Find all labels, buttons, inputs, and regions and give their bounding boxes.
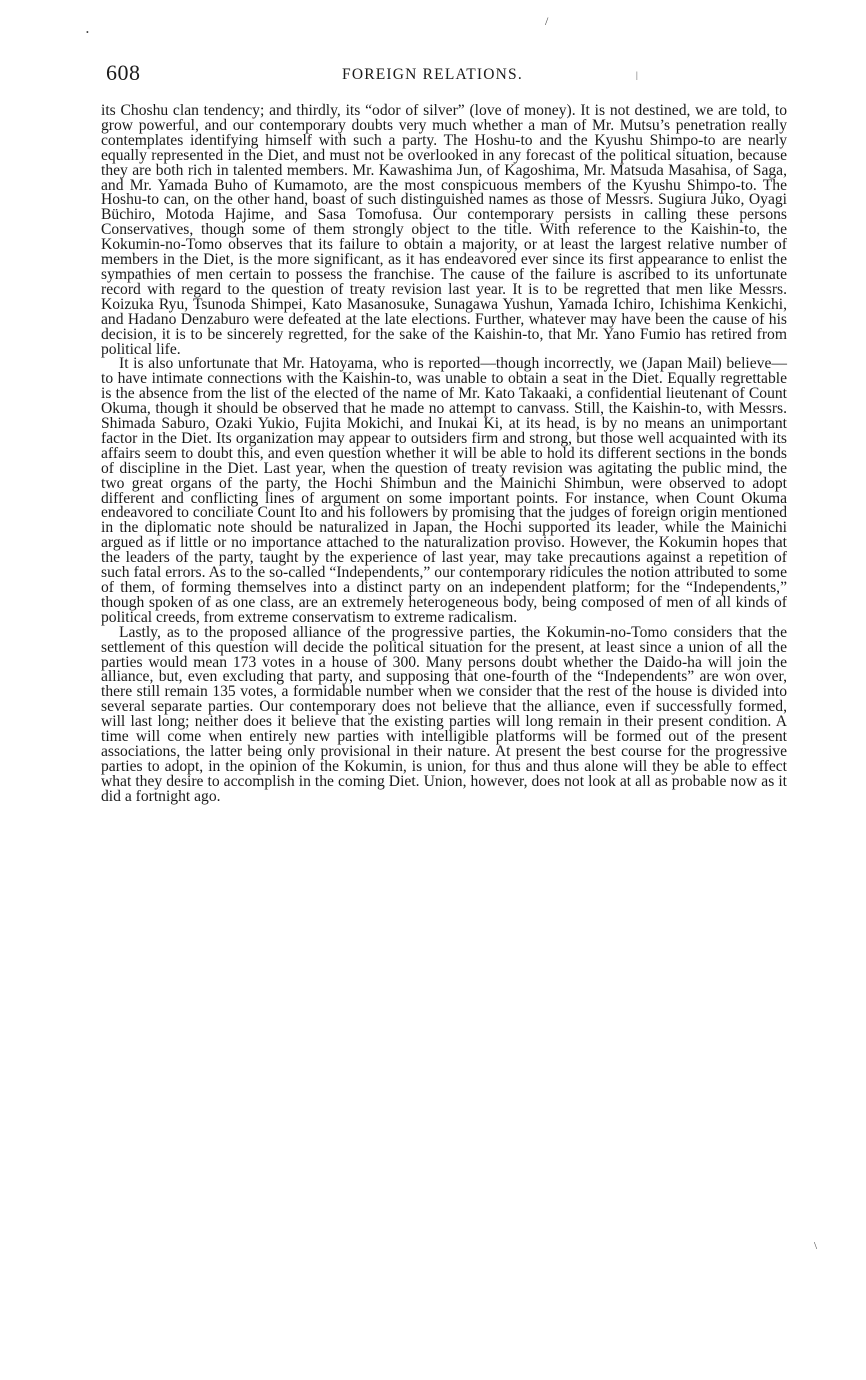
paragraph: Lastly, as to the proposed alliance of the progressive parties, the Kokumin-no-Tomo considers that the settlement of this question will decide the political situation for the present, at least since a union of all the parties would mean 173 votes in a house of 300. Many persons doubt whether the Daido-ha will join the alliance, but, even excluding that party, and supposing that one-fourth of the “Independents” are won over, there still remain 135 votes, a formidable number when we consider that the rest of the house is divided into several separate parties. Our contemporary does not believe that the alliance, even if successfully formed, will last long; neither does it believe that the existing parties will long remain in their present condition. A time will come when entirely new parties with intelligible platforms will be formed out of the present associations, the latter being only provisional in their nature. At present the best course for the progressive parties to adopt, in the opinion of the Kokumin, is union, for thus and thus alone will they be able to effect what they desire to accomplish in the coming Diet. Union, however, does not look at all as probable now as it did a fortnight ago. — [101, 623, 787, 805]
scan-mark: • — [86, 28, 89, 37]
scan-mark: | — [636, 70, 638, 80]
paragraph: It is also unfortunate that Mr. Hatoyama, who is reported—though incorrectly, we (Japan Mail) believe—to have intimate connections with the Kaishin-to, was unable to obtain a seat in the Diet. Equally regrettable is the absence from the list of the elected of the name of Mr. Kato Takaaki, a confidential lieutenant of Count Okuma, though it should be observed that he made no attempt to canvass. Still, the Kaishin-to, with Messrs. Shimada Saburo, Ozaki Yukio, Fujita Mokichi, and Inukai Ki, at its head, is by no means an unimportant factor in the Diet. Its organization may appear to outsiders firm and strong, but those well acquainted with its affairs seem to doubt this, and even question whether it will be able to hold its different sections in the bonds of discipline in the Diet. Last year, when the question of treaty revision was agitating the public mind, the two great organs of the party, the Hochi Shimbun and the Mainichi Shimbun, were observed to adopt different and conflicting lines of argument on some important points. For instance, when Count Okuma endeavored to conciliate Count Ito and his followers by promising that the judges of foreign origin mentioned in the diplomatic note should be naturalized in Japan, the Hochi supported its leader, while the Mainichi argued as if little or no importance attached to the naturalization proviso. However, the Kokumin hopes that the leaders of the party, taught by the experience of last year, may take precautions against a repetition of such fatal errors. As to the so-called “Independents,” our contemporary ridicules the notion attributed to some of them, of forming themselves into a distinct party on an independent platform; for the “Independents,” though spoken of as one class, are an extremely heterogeneous body, being composed of men of all kinds of political creeds, from extreme conservatism to extreme radicalism. — [101, 355, 787, 626]
scan-mark: \ — [814, 1240, 818, 1252]
paragraph: its Choshu clan tendency; and thirdly, its “odor of silver” (love of money). It is not destined, we are told, to grow powerful, and our contemporary doubts very much whether a man of Mr. Mutsu’s penetration really contemplates identifying himself with such a party. The Hoshu-to and the Kyushu Shimpo-to are nearly equally represented in the Diet, and must not be overlooked in any forecast of the political situation, because they are both rich in talented members. Mr. Kawashima Jun, of Kagoshima, Mr. Matsuda Masahisa, of Saga, and Mr. Yamada Buho of Kumamoto, are the most conspicuous members of the Kyushu Shimpo-to. The Hoshu-to can, on the other hand, boast of such distinguished names as those of Messrs. Sugiura Juko, Oyagi Büchiro, Motoda Hajime, and Sasa Tomofusa. Our contemporary persists in calling these persons Conservatives, though some of them strongly object to the title. With reference to the Kaishin-to, the Kokumin-no-Tomo observes that its failure to obtain a majority, or at least the largest relative number of members in the Diet, is the more significant, as it has endeavored ever since its first appearance to enlist the sympathies of men certain to possess the franchise. The cause of the failure is ascribed to its unfortunate record with regard to the question of treaty revision last year. It is to be regretted that men like Messrs. Koizuka Ryu, Tsunoda Shimpei, Kato Masanosuke, Sunagawa Yushun, Yamada Ichiro, Ichishima Kenkichi, and Hadano Denzaburo were defeated at the late elections. Further, whatever may have been the cause of his decision, it is to be sincerely regretted, for the sake of the Kaishin-to, that Mr. Yano Fumio has retired from political life. — [101, 102, 787, 358]
page-header — [106, 60, 786, 90]
page-number: 608 — [106, 60, 141, 85]
body-text — [101, 104, 787, 805]
running-head: FOREIGN RELATIONS. — [342, 66, 523, 83]
scan-mark: / — [545, 14, 549, 28]
